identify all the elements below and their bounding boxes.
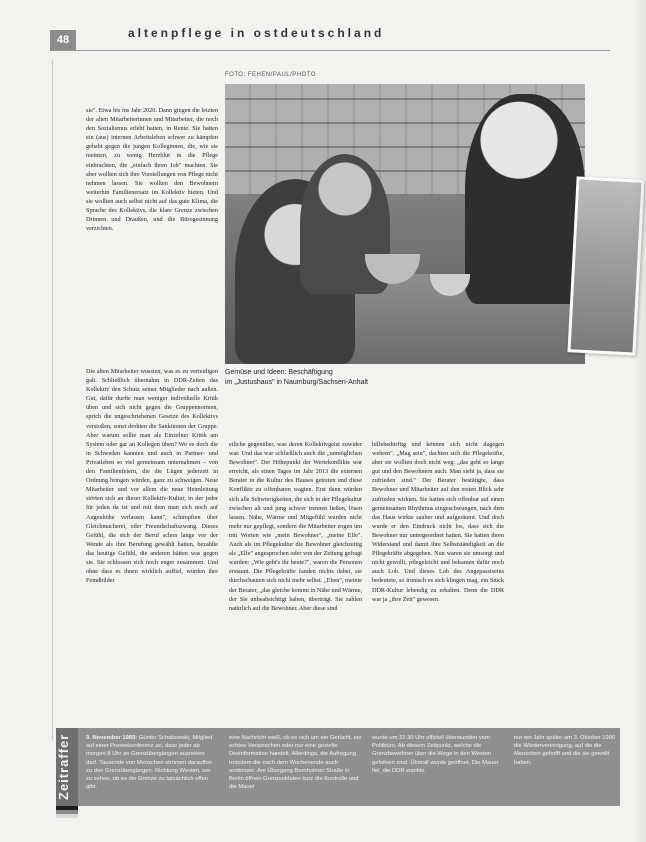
page-edge-shadow [632, 0, 646, 842]
flag-icon [56, 806, 78, 818]
body-column-1-top: sie". Etwa bis ins Jahr 2020. Dann gingen die letzten der alten Mitarbeiterinnen und Mitarbeiter, die noch den Sozialismus erlebt hatten, in Rente. Sie hatten ein (aus) internen Arbeitsleben schwer zu kämpfen gehabt gegen die jungen Kolleginnen, die, wie sie meinten, zu wenig Herzblut in die Pflege einbrachten, die „einfach ihren Job" machten. Sie aber wollten sich ihre Vorstellungen von Pflege nicht nehmen lassen. Sie wollten den Bewohnern weiterhin Familienersatz im Kollektiv bieten. Und sie wollten auch selbst nicht auf das gute Klima, die Sprache des Kollektivs, die klare Grenze zwischen Drinnen und Draußen, und die Bürogesinnung verzichten. [86, 107, 218, 233]
body-column-3: hilfebedürftig und können sich nicht dagegen wehren". „Mag sein", dachten sich die Pflegekräfte, aber sie wollten doch nicht weg: „das geht so lange gut und den Bewohnern auch. Man sieht ja, dass sie zufrieden sind." Der Berater bestätigte, dass Bewohner und Mitarbeiter auf den ersten Blick sehr zufrieden wirkten. Sie hatten sich offenbar auf einen gemeinsamen Rhythmus eingeschwungen, nach dem das Haus wirkte sauber und aufgeräumt. Und doch wurde er den Eindruck nicht los, dass sich die Bewohner nur untergeordnet hatten. Sie hatten ihren Widerstand und damit ihre Selbstständigkeit an die Pflegekräfte abgegeben. Nun waren sie umsorgt und nicht gewollt, pflegeleicht und bekamen dafür noch auch Lob. Und dieses Lob des Angepasstseins bedeutete, so ironisch es sich klingen mag, ein Stück DDR-Kultur lebendig zu erhalten. Denn die DDR war ja „ihre Zeit" gewesen. [372, 441, 504, 603]
body-column-1-bottom: Die alten Mitarbeiter wussten, was es zu verteidigen galt. Schließlich übernahm in DDR-Zeiten das Kollektiv den Schutz seiner Mitglieder nach außen. Gut, dafür durfte man weniger individuelle Kritik üben und sich nicht gegen die Gruppennormen, sprich die ungeschriebenen Gesetze des Kollektivs verstoßen, sonst drohten die Sanktionen der Gruppe. Aber warum sollte man als Einzelner Kritik am System oder gar an Kollegen üben? Wo es doch die in Schweden kannten und auch in Partner- und Privatleben so viel gemeinsam unternahmen – von den Familienfeiern, die die Lügen jederzeit in Ordnung bringen würden, ganz zu schweigen. Neue Mitarbeiter und vor allem die neue Heimleitung störten sich an dieser Kollektiv-Kultur, in der jeder für jeden da ist und mit dem man sich noch auf Augenhöhe verlassen kann", schimpften über Gleichmacherei, oder Freundschaftszwang. Dieses Gefühl, die sich der Beruf schon lange vor der Wende als ihre Berufung gewählt hatten, bezahlte das heutige Gefühl, die anderen hätten was gegen sie. Sie schlossen sich noch enger zusammen. Und ohne dass es ihnen wirklich auffiel, wurden ihre Feindbilder [86, 368, 218, 585]
header-rule [50, 50, 610, 51]
zeitraffer-label: Zeitraffer [56, 728, 78, 806]
body-column-2: etliche gegenüber, was deren Kollektivgeist zuwider war. Und das war schließlich auch die „unmöglichen Bewohner". Der Höhepunkt der Wertekonflikte war erreicht, als einen Tages im Jahr 2013 die externen Berater in die Kultur des Hauses getreten und diese Konflikte zu offenbaren wagten. Erst dann würden sich alle Schwierigkeiten, die sich in der Pflegekultur zwischen alt und jung schwer trennen ließen, lösen lassen. Nähe, Wärme und Mitgefühl wurden nicht mehr nur gepflegt, sondern die Mitarbeiter zogen um mit Worten wie „mein Bewohner", „meine Elfe". Auch als im Pflegekultur die Bewohner gleichzeitig als „Elfe" angesprochen oder von der Zeitung gefragt wurden: „Wie geht's ihr heute?", waren die Personen erstaunt. Die Pflegekräfte fanden nichts dabei, sie durchschauten sich nicht mehr selbst. „Eben", meinte der Berater, „das gleiche kommt in Nähe und Wärme, der Sie unbeabsichtigt haben, überträgt. Sie zahlen natürlich auf die Bewohner. Aber diese sind [229, 441, 362, 612]
margin-rule [52, 60, 53, 740]
running-head: altenpflege in ostdeutschland [128, 26, 385, 40]
caption-line-2: im „Justushaus" in Naumburg/Sachsen-Anhalt [225, 379, 368, 386]
zeitraffer-text-1: Günter Schabowski, Mitglied auf einer Pressekonferenz an, dass jeder ab morgen 8 Uhr an Grenzübergängen ausreisen darf. Tausende von Menschen strömen daraufhin zu den Grenzübergängen. Richtung Westen, um zu sehen, ob es die Grenze zu tatsächlich offen gibt. [86, 735, 213, 791]
zeitraffer-date: 9. November 1989: [86, 735, 138, 741]
main-photo [225, 84, 585, 364]
zeitraffer-column-4: nur ein Jahr später am 3. Oktober 1990 die Wiedervereinigung, auf die die Menschen gehofft und die sie gewollt haben. [514, 735, 616, 766]
zeitraffer-column-1 [86, 734, 216, 791]
zeitraffer-column-2: eine Nachricht weiß, ob es sich um ein Gerücht, ein echtes Versprechen oder nur eine gezielte Desinformation handelt. Allerdings, die Aufregung trotzdem die nach dem Wochenende auch anderswo. Am Übergang Bornholmer Straße in Berlin öffnen Grenzsoldaten kurz die Kontrolle und die Mauer [229, 735, 362, 791]
photo-caption [225, 368, 525, 388]
zeitraffer-column-3: wurde um 22.30 Uhr offiziell überwunden vom Politbüro. Ab diesem Zeitpunkt, welche die Grenzbewohner über die Wege in den Westen gefahren sind. Überall wurde geöffnet. Die Mauer fiel, die DDR wankte. [372, 735, 499, 774]
photo-credit: FOTO: FEHEN/PAUL/PHOTO [225, 72, 317, 78]
page-number: 48 [50, 30, 76, 50]
caption-line-1: Gemüse und Ideen: Beschäftigung [225, 369, 333, 376]
